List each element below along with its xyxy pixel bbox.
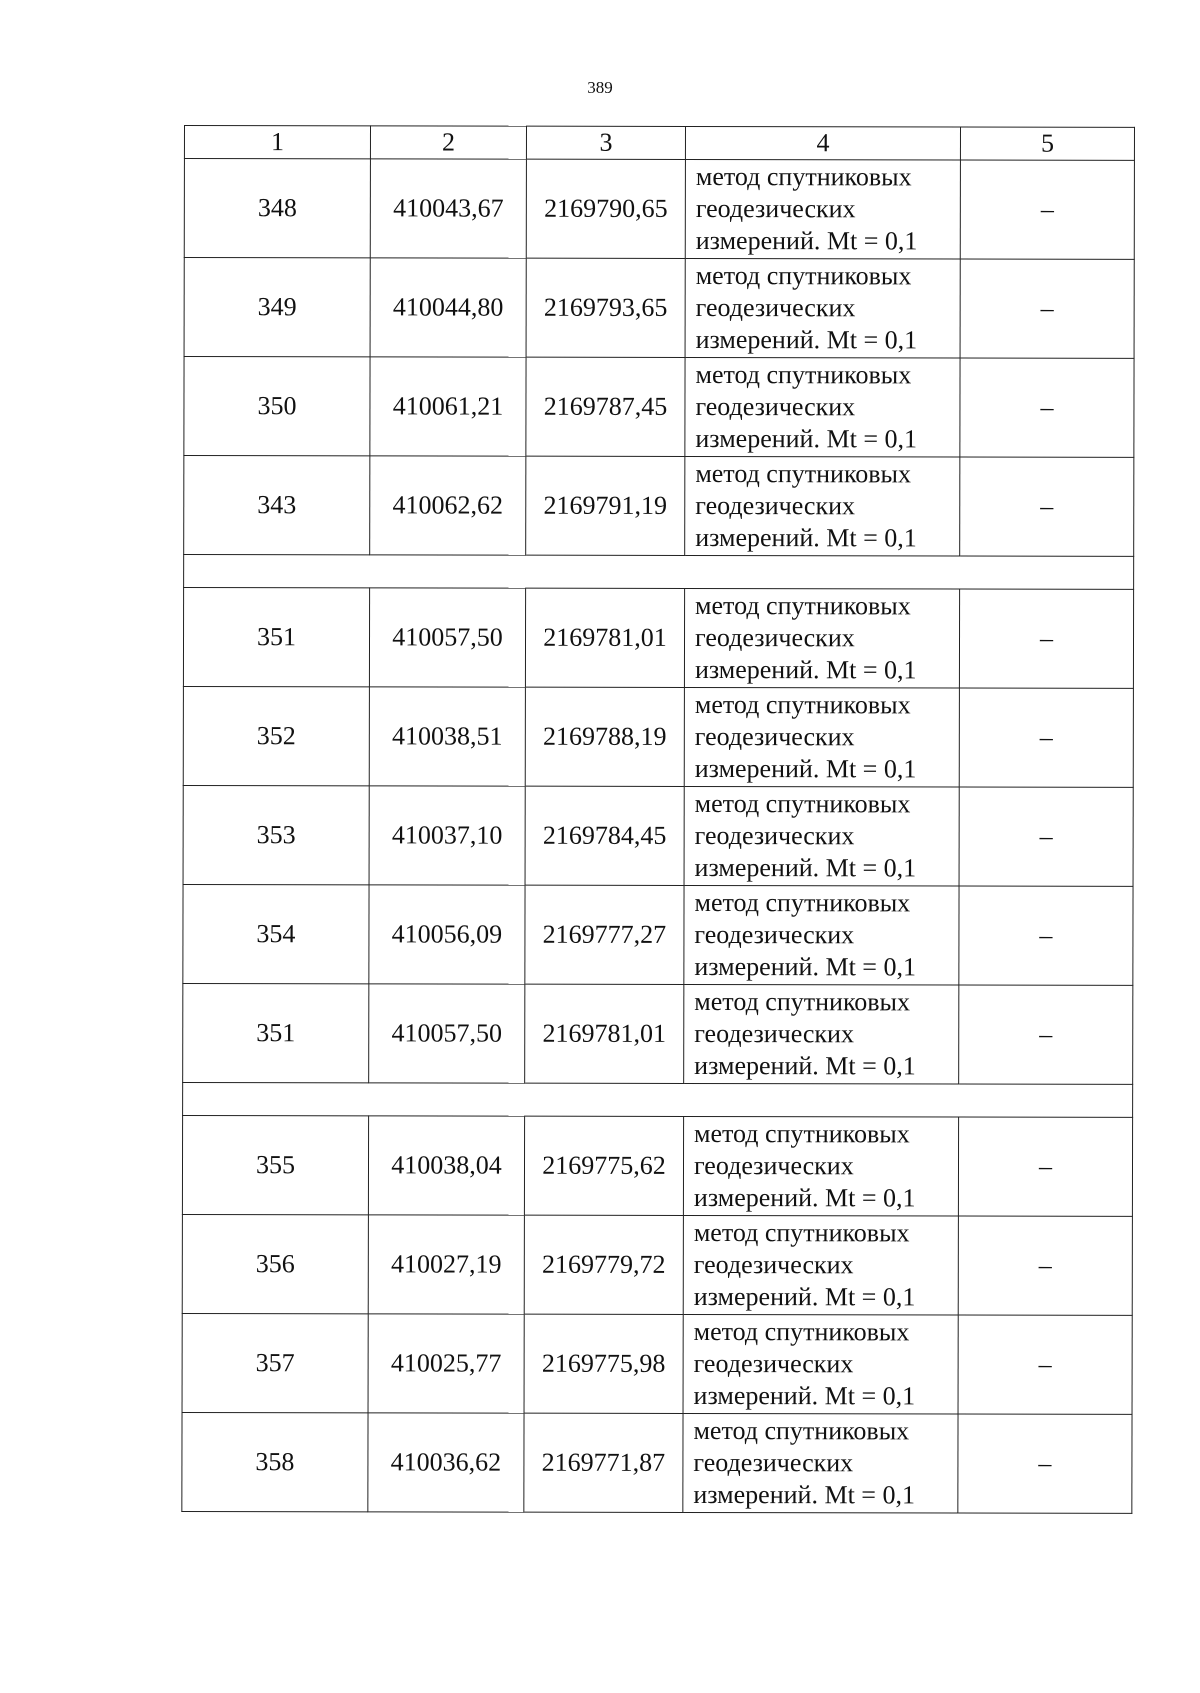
coordinate-x-cell: 410037,10 [369, 786, 525, 885]
contour-separator-cell [183, 1082, 1133, 1117]
method-line: геодезических [695, 292, 856, 323]
table-row [183, 686, 1133, 787]
table-row [182, 1214, 1132, 1315]
header-cell-1: 1 [184, 126, 370, 159]
method-cell [684, 984, 959, 1084]
coordinate-y-cell: 2169787,45 [526, 357, 685, 456]
table-row [182, 1115, 1132, 1216]
coordinate-x-cell: 410025,77 [368, 1314, 524, 1413]
method-cell [685, 258, 960, 358]
note-cell: – [958, 1117, 1132, 1216]
header-cell-5: 5 [960, 127, 1134, 160]
method-line: метод спутниковых [695, 458, 912, 489]
method-line: измерений. Mt = 0,1 [694, 654, 917, 685]
table-row [184, 159, 1134, 260]
method-line: геодезических [693, 1348, 854, 1379]
note-cell: – [958, 1414, 1132, 1513]
point-number-cell: 358 [182, 1412, 368, 1511]
coordinate-y-cell: 2169771,87 [524, 1413, 683, 1512]
method-line: измерений. Mt = 0,1 [693, 1281, 916, 1312]
method-line: геодезических [694, 721, 855, 752]
coordinate-x-cell: 410038,51 [369, 687, 525, 786]
table-row [184, 357, 1134, 458]
note-cell: – [959, 886, 1133, 985]
method-line: метод спутниковых [694, 788, 911, 819]
point-number-cell: 357 [182, 1313, 368, 1412]
note-cell: – [959, 985, 1133, 1084]
coordinate-y-cell: 2169781,01 [525, 984, 684, 1083]
coordinate-y-cell: 2169775,62 [524, 1116, 683, 1215]
method-line: измерений. Mt = 0,1 [695, 522, 917, 553]
contour-separator-row [183, 1082, 1133, 1117]
note-cell: – [959, 787, 1133, 886]
method-line: метод спутниковых [694, 986, 911, 1017]
method-line: измерений. Mt = 0,1 [695, 225, 918, 256]
method-line: геодезических [694, 1018, 855, 1049]
header-row [184, 126, 1134, 161]
header-cell-4: 4 [685, 126, 960, 160]
method-line: метод спутниковых [693, 1415, 910, 1446]
coordinate-x-cell: 410062,62 [370, 456, 526, 555]
point-number-cell: 355 [182, 1115, 368, 1214]
point-number-cell: 343 [184, 456, 370, 555]
method-line: геодезических [693, 1249, 854, 1280]
method-line: измерений. Mt = 0,1 [694, 852, 917, 883]
method-cell [685, 159, 960, 259]
note-cell: – [960, 160, 1134, 259]
method-line: измерений. Mt = 0,1 [693, 1380, 916, 1411]
method-line: метод спутниковых [695, 359, 912, 390]
coordinate-y-cell: 2169781,01 [525, 588, 684, 687]
method-cell [684, 786, 959, 886]
coordinate-x-cell: 410044,80 [370, 258, 526, 357]
table-row [183, 884, 1133, 985]
coordinate-x-cell: 410027,19 [368, 1215, 524, 1314]
coordinate-x-cell: 410038,04 [368, 1116, 524, 1215]
note-cell: – [958, 1315, 1132, 1414]
coordinate-y-cell: 2169791,19 [526, 456, 685, 555]
coordinate-y-cell: 2169784,45 [525, 786, 684, 885]
method-line: геодезических [695, 193, 856, 224]
coordinate-y-cell: 2169790,65 [526, 159, 685, 258]
method-line: метод спутниковых [695, 590, 911, 621]
method-cell [683, 1215, 958, 1315]
header-cell-2: 2 [370, 126, 526, 159]
method-line: геодезических [693, 1447, 854, 1478]
point-number-cell: 356 [182, 1214, 368, 1313]
note-cell: – [959, 688, 1133, 787]
method-cell [685, 357, 960, 457]
method-line: измерений. Mt = 0,1 [695, 423, 918, 454]
coordinate-y-cell: 2169793,65 [526, 258, 685, 357]
method-line: измерений. Mt = 0,1 [695, 324, 918, 355]
method-line: метод спутниковых [695, 260, 912, 291]
note-cell: – [960, 457, 1134, 556]
coordinate-x-cell: 410057,50 [369, 984, 525, 1083]
table-row [184, 258, 1134, 359]
method-line: измерений. Mt = 0,1 [694, 1050, 916, 1081]
point-number-cell: 348 [184, 159, 370, 258]
method-line: метод спутниковых [694, 1118, 910, 1149]
method-line: геодезических [694, 622, 855, 653]
method-line: метод спутниковых [694, 887, 911, 918]
method-line: геодезических [694, 919, 855, 950]
table-row [182, 1313, 1132, 1414]
method-cell [684, 885, 959, 985]
method-line: метод спутниковых [694, 689, 911, 720]
method-line: измерений. Mt = 0,1 [694, 753, 917, 784]
point-number-cell: 353 [183, 785, 369, 884]
coordinate-x-cell: 410036,62 [368, 1413, 524, 1512]
note-cell: – [958, 1216, 1132, 1315]
page-number: 389 [587, 78, 613, 97]
method-line: метод спутниковых [693, 1217, 910, 1248]
coordinate-x-cell: 410056,09 [369, 885, 525, 984]
point-number-cell: 349 [184, 258, 370, 357]
point-number-cell: 351 [183, 983, 369, 1082]
method-cell [683, 1413, 958, 1513]
table-row [183, 588, 1133, 689]
note-cell: – [960, 259, 1134, 358]
method-line: измерений. Mt = 0,1 [693, 1479, 916, 1510]
coordinate-y-cell: 2169775,98 [524, 1314, 683, 1413]
table-row [184, 456, 1134, 557]
contour-separator-row [184, 555, 1134, 590]
method-cell [685, 456, 960, 556]
coordinate-y-cell: 2169788,19 [525, 687, 684, 786]
method-cell [683, 1116, 958, 1216]
coordinates-table [181, 125, 1135, 1514]
point-number-cell: 352 [183, 686, 369, 785]
method-line: геодезических [694, 820, 855, 851]
coordinate-y-cell: 2169779,72 [524, 1215, 683, 1314]
coordinate-y-cell: 2169777,27 [525, 885, 684, 984]
method-line: метод спутниковых [695, 161, 912, 192]
method-cell [684, 588, 959, 688]
coordinates-table-body [182, 126, 1135, 1514]
method-line: геодезических [695, 391, 856, 422]
table-row [183, 983, 1133, 1084]
table-row [182, 1412, 1132, 1513]
method-line: геодезических [693, 1150, 854, 1181]
note-cell: – [960, 358, 1134, 457]
method-line: измерений. Mt = 0,1 [693, 1182, 916, 1213]
coordinate-x-cell: 410043,67 [370, 159, 526, 258]
contour-separator-cell [184, 555, 1134, 590]
coordinate-x-cell: 410057,50 [369, 588, 525, 687]
table-row [183, 785, 1133, 886]
note-cell: – [959, 589, 1133, 688]
method-line: измерений. Mt = 0,1 [694, 951, 917, 982]
coordinate-x-cell: 410061,21 [370, 357, 526, 456]
point-number-cell: 350 [184, 357, 370, 456]
point-number-cell: 351 [183, 588, 369, 687]
method-line: метод спутниковых [693, 1316, 910, 1347]
header-cell-3: 3 [526, 126, 685, 159]
method-cell [683, 1314, 958, 1414]
point-number-cell: 354 [183, 884, 369, 983]
method-cell [684, 687, 959, 787]
method-line: геодезических [695, 490, 856, 521]
